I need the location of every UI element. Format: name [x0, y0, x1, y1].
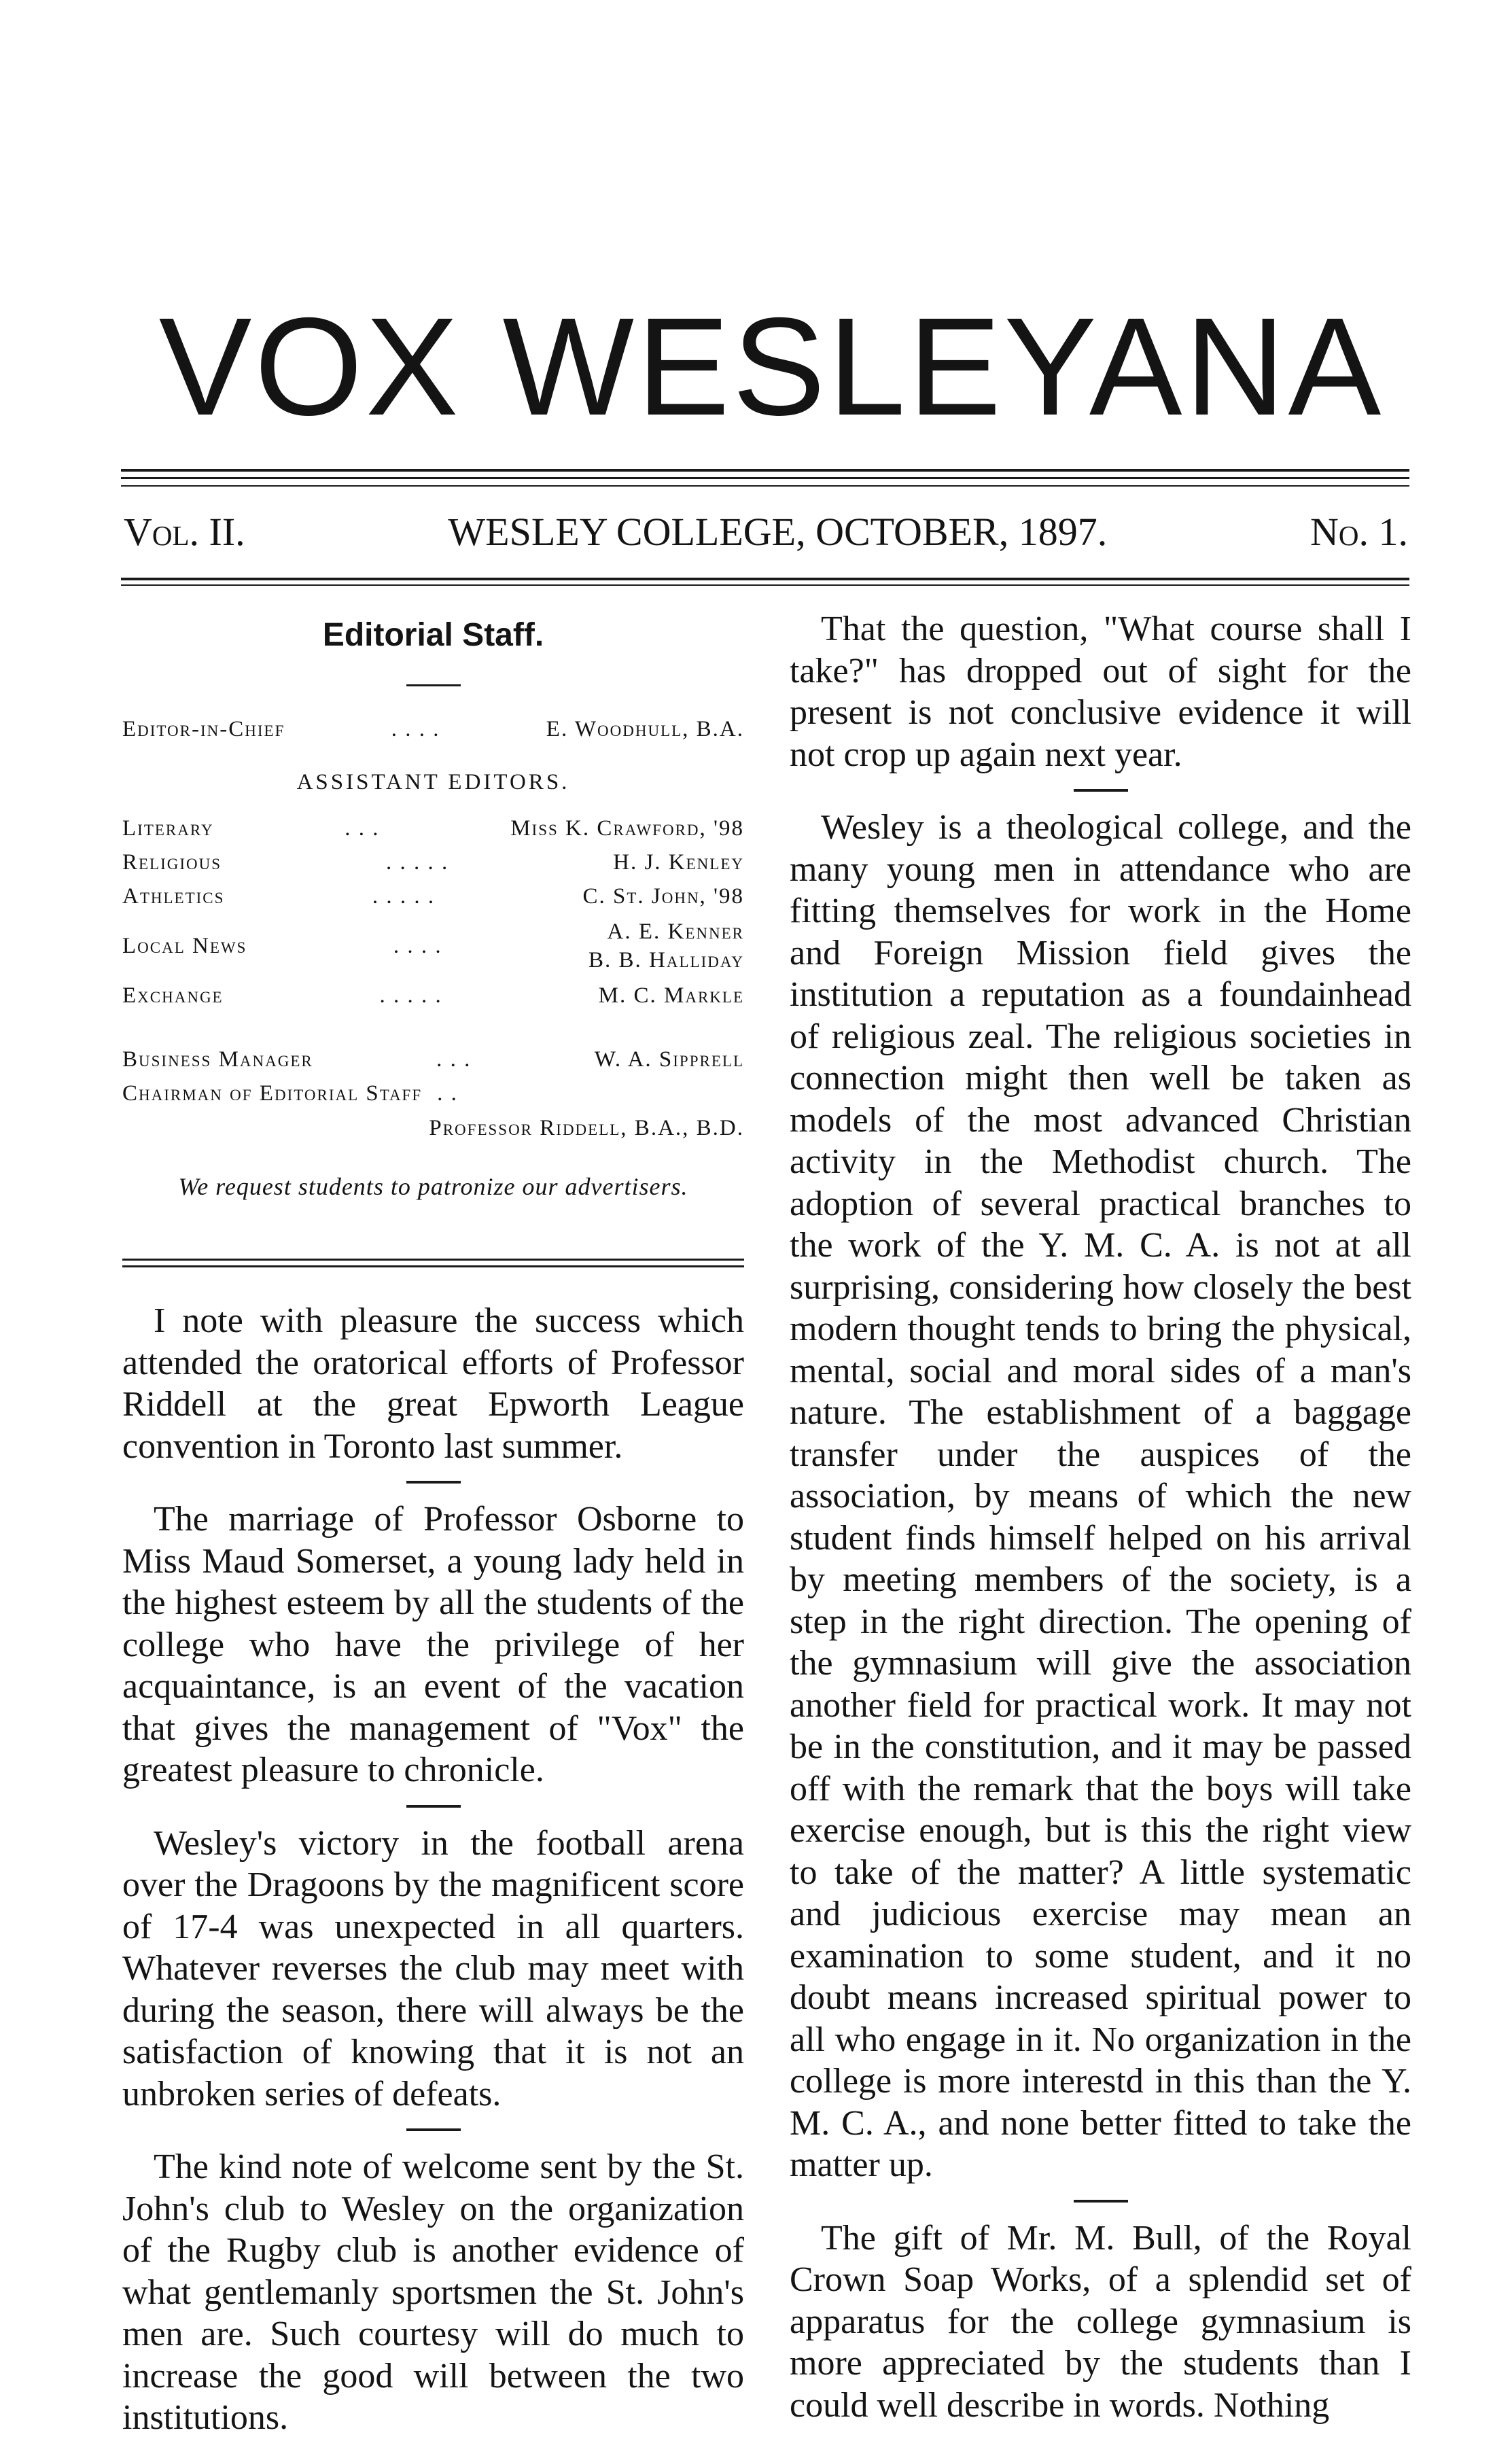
leader-dots: . . .: [436, 1047, 472, 1072]
leader-dots: . . . .: [391, 717, 440, 741]
staff-role: Business Manager: [122, 1047, 313, 1072]
masthead-rule-third: [121, 485, 1409, 487]
issue-number: No. 1.: [1309, 510, 1408, 554]
advertisers-notice: We request students to patronize our advertisers.: [178, 1173, 688, 1200]
paragraph-gymnasium-gift: The gift of Mr. M. Bull, of the Royal Crown Soap Works, of a splendid set of apparatus for the college gymnasium is more appreciated by the students than I could well describe in words. Nothing: [790, 2218, 1411, 2425]
staff-row-editor-in-chief: [122, 712, 744, 746]
staff-role: Chairman of Editorial Staff: [122, 1081, 423, 1106]
leader-dots: . . . . .: [379, 983, 442, 1008]
paragraph-osborne-marriage: The marriage of Professor Osborne to Miss Maud Somerset, a young lady held in the highest esteem by all the students of the college who have the privilege of her acquaintance, is an event of the vacation that gives the management of "Vox" the greatest pleasure to chronicle.: [122, 1500, 744, 1789]
staff-row-exchange: [122, 979, 744, 1013]
staff-row-local-news: [122, 913, 744, 979]
college-date: WESLEY COLLEGE, OCTOBER, 1897.: [448, 510, 1108, 554]
staff-name: Miss K. Crawford, '98: [510, 816, 744, 841]
staff-row-religious: [122, 845, 744, 879]
staff-name: B. B. Halliday: [588, 948, 744, 972]
chairman-name: Professor Riddell, B.A., B.D.: [429, 1116, 744, 1140]
paragraph-separator: [406, 1481, 461, 1484]
staff-name: W. A. Sipprell: [594, 1047, 744, 1072]
staff-row-chairman: [122, 1076, 744, 1110]
staff-role: Editor-in-Chief: [122, 717, 285, 741]
staff-role: Religious: [122, 850, 222, 875]
staff-row-business-manager: [122, 1042, 744, 1076]
paragraph-rugby-welcome: The kind note of welcome sent by the St. John's club to Wesley on the organization of the Rugby club is another evidence of what gentlemanly sportsmen the St. John's men are. Such courtesy will do much to increase the good will between the two institutions.: [122, 2147, 744, 2437]
staff-row-literary: [122, 811, 744, 845]
staff-name: E. Woodhull, B.A.: [546, 717, 744, 741]
left-column: [122, 608, 744, 2439]
dateline-rule-top: [121, 578, 1409, 580]
right-column: [790, 608, 1411, 2426]
leader-dots: . . . . .: [372, 884, 436, 909]
staff-role: Athletics: [122, 884, 225, 909]
staff-title-rule: [406, 684, 461, 686]
paragraph-separator: [406, 1805, 461, 1808]
paragraph-football-victory: Wesley's victory in the football arena over the Dragoons by the magnificent score of 17-4 was unexpected in all quarters. Whatever reverses the club may meet with during the season, there will always be the satisfaction of knowing that it is not an unbroken series of defeats.: [122, 1823, 744, 2113]
dateline: [124, 508, 1408, 556]
staff-role: Literary: [122, 816, 214, 841]
staff-names: [588, 917, 744, 975]
staff-box-bottom-rules: [122, 1254, 744, 1267]
paragraph-separator: [1074, 2200, 1128, 2203]
leader-dots: . .: [437, 1081, 458, 1106]
staff-name: H. J. Kenley: [613, 850, 744, 875]
staff-name: M. C. Markle: [598, 983, 744, 1008]
leader-dots: . . .: [345, 816, 380, 841]
paragraph-separator: [1074, 789, 1128, 792]
editorial-staff-box: [122, 615, 744, 1267]
paragraph-riddell: I note with pleasure the success which attended the oratorical efforts of Professor Riddell at the great Epworth League convention in Toronto last summer.: [122, 1301, 744, 1466]
masthead-rule-top: [121, 469, 1409, 472]
staff-role: Local News: [122, 934, 247, 958]
masthead-rule-second: [121, 477, 1409, 479]
assistant-editors-heading: ASSISTANT EDITORS.: [296, 770, 570, 794]
staff-name: C. St. John, '98: [582, 884, 744, 909]
paragraph-theological-college: Wesley is a theological college, and the many young men in attendance who are fitting themselves for work in the Home and Foreign Mission field gives the institution a reputation as a foundainhead of religious zeal. The religious societies in connection might then well be taken as models of the most advanced Christian activity in the Methodist church. The adoption of several practical branches to the work of the Y. M. C. A. is not at all surprising, considering how closely the best modern thought tends to bring the physical, mental, social and moral sides of a man's nature. The establishment of a baggage transfer under the auspices of the association, by means of which the new student finds himself helped on his arrival by meeting members of the society, is a step in the right direction. The opening of the gymnasium will give the association another field for practical work. It may not be in the constitution, and it may be passed off with the remark that the boys will take exercise enough, but is this the right view to take of the matter? A little systematic and judicious exercise may mean an examination to some student, and it no doubt means increased spiritual power to all who engage in it. No organization in the college is more interestd in this than the Y. M. C. A., and none better fitted to take the matter up.: [790, 808, 1411, 2184]
dateline-rule-bottom: [121, 584, 1409, 586]
staff-row-athletics: [122, 879, 744, 913]
paragraph-separator: [406, 2128, 461, 2131]
paragraph-course-question: That the question, "What course shall I take?" has dropped out of sight for the present is not conclusive evidence it will not crop up again next year.: [790, 610, 1411, 774]
masthead-title: VOX WESLEYANA: [158, 289, 1384, 444]
staff-title: Editorial Staff.: [322, 617, 544, 653]
staff-role: Exchange: [122, 983, 224, 1008]
leader-dots: . . . . .: [385, 850, 449, 875]
leader-dots: . . . .: [393, 934, 442, 958]
staff-name: A. E. Kenner: [607, 919, 744, 944]
volume-label: Vol. II.: [124, 510, 245, 554]
